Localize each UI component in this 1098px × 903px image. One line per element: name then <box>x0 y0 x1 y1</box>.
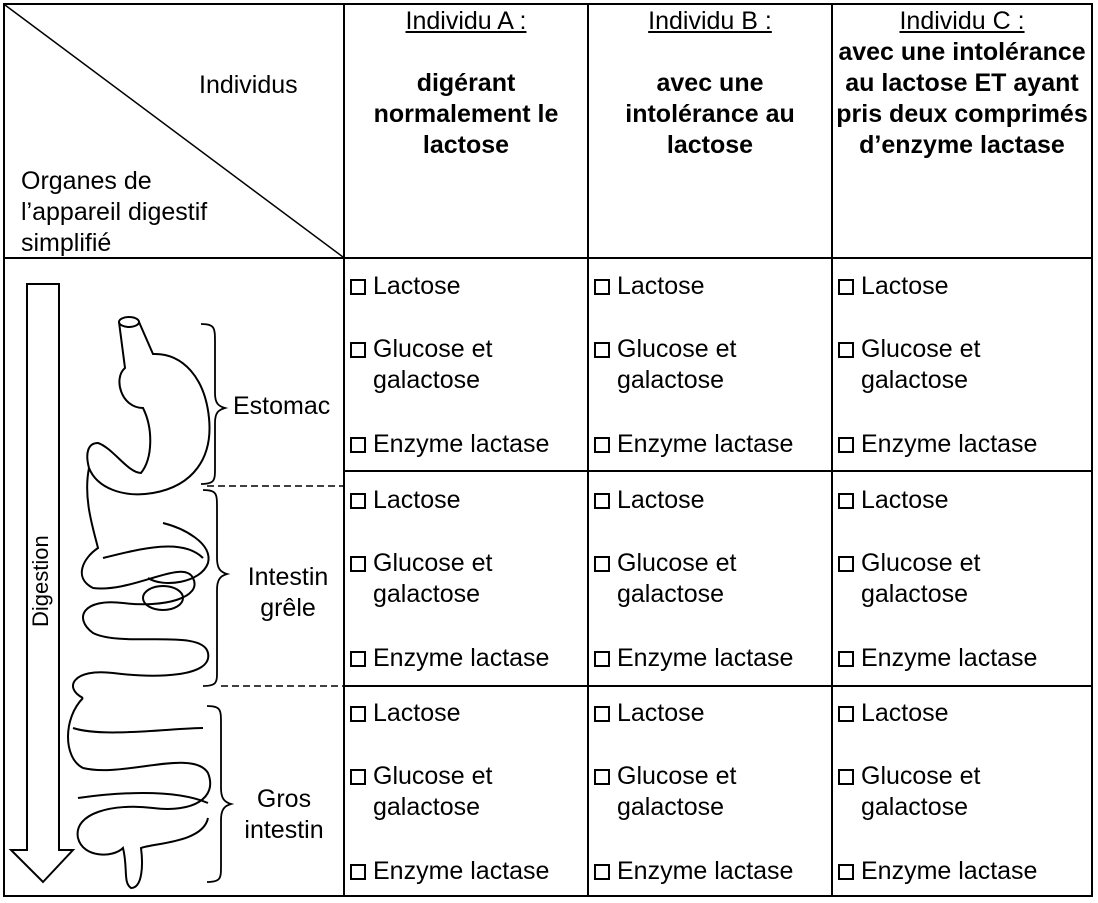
option-label-glucose-galactose: Glucose et galactose <box>861 762 981 821</box>
row-divider-1 <box>343 470 1093 472</box>
checkbox-enzyme-lactase[interactable] <box>350 651 366 667</box>
option-enzyme-lactase[interactable] <box>594 643 793 674</box>
option-label-lactose: Lactose <box>373 699 461 727</box>
option-enzyme-lactase[interactable] <box>350 856 549 887</box>
option-lactose[interactable] <box>838 698 949 729</box>
checkbox-glucose-galactose[interactable] <box>350 556 366 572</box>
option-enzyme-lactase[interactable] <box>594 429 793 460</box>
individu-c-description: avec une intolérance au lactose ET ayant pris deux comprimés d’enzyme lactase <box>836 38 1088 159</box>
option-glucose-galactose[interactable] <box>838 761 981 823</box>
checkbox-enzyme-lactase[interactable] <box>594 864 610 880</box>
individu-a-description: digérant normalement le lactose <box>373 69 559 159</box>
option-label-enzyme-lactase: Enzyme lactase <box>861 644 1038 672</box>
checkbox-enzyme-lactase[interactable] <box>838 864 854 880</box>
option-label-lactose: Lactose <box>373 486 461 514</box>
organ-label-estomac: Estomac <box>233 392 331 420</box>
checkbox-lactose[interactable] <box>350 706 366 722</box>
organ-label-gros-intestin: Gros intestin <box>244 785 324 844</box>
option-label-glucose-galactose: Glucose et galactose <box>373 762 493 821</box>
option-label-enzyme-lactase: Enzyme lactase <box>861 857 1038 885</box>
column-header-c <box>833 6 1091 161</box>
organ-label-intestin-grele: Intestin grêle <box>247 563 329 622</box>
checkbox-lactose[interactable] <box>594 493 610 509</box>
checkbox-lactose[interactable] <box>350 279 366 295</box>
option-glucose-galactose[interactable] <box>838 334 981 396</box>
individu-a-title: Individu A : <box>405 7 527 35</box>
brace-estomac-icon <box>201 324 225 484</box>
option-label-lactose: Lactose <box>617 486 705 514</box>
checkbox-glucose-galactose[interactable] <box>350 769 366 785</box>
option-lactose[interactable] <box>838 485 949 516</box>
checkbox-glucose-galactose[interactable] <box>838 769 854 785</box>
checkbox-enzyme-lactase[interactable] <box>594 437 610 453</box>
option-label-lactose: Lactose <box>861 486 949 514</box>
option-lactose[interactable] <box>350 271 461 302</box>
stomach-icon <box>87 317 209 494</box>
individu-c-title: Individu C : <box>899 7 1025 35</box>
option-enzyme-lactase[interactable] <box>838 429 1037 460</box>
option-label-enzyme-lactase: Enzyme lactase <box>373 430 550 458</box>
option-glucose-galactose[interactable] <box>594 548 737 610</box>
option-label-enzyme-lactase: Enzyme lactase <box>617 857 794 885</box>
checkbox-glucose-galactose[interactable] <box>594 342 610 358</box>
checkbox-lactose[interactable] <box>350 493 366 509</box>
option-label-lactose: Lactose <box>861 272 949 300</box>
digestion-label: Digestion <box>28 535 53 627</box>
option-enzyme-lactase[interactable] <box>838 856 1037 887</box>
table-border-right <box>1091 3 1093 897</box>
option-label-lactose: Lactose <box>617 699 705 727</box>
option-glucose-galactose[interactable] <box>594 334 737 396</box>
checkbox-glucose-galactose[interactable] <box>594 556 610 572</box>
corner-header-cell <box>3 3 343 257</box>
option-label-lactose: Lactose <box>373 272 461 300</box>
option-enzyme-lactase[interactable] <box>838 643 1037 674</box>
checkbox-enzyme-lactase[interactable] <box>838 651 854 667</box>
individus-label: Individus <box>199 71 298 99</box>
option-label-enzyme-lactase: Enzyme lactase <box>373 857 550 885</box>
brace-intestin-grele-icon <box>203 490 227 686</box>
option-label-glucose-galactose: Glucose et galactose <box>373 549 493 608</box>
checkbox-enzyme-lactase[interactable] <box>594 651 610 667</box>
option-lactose[interactable] <box>594 485 705 516</box>
option-lactose[interactable] <box>350 485 461 516</box>
row-divider-2 <box>343 685 1093 687</box>
small-intestine-icon <box>73 468 209 698</box>
option-label-enzyme-lactase: Enzyme lactase <box>617 644 794 672</box>
brace-gros-intestin-icon <box>207 706 231 882</box>
checkbox-lactose[interactable] <box>838 493 854 509</box>
column-header-b <box>589 6 831 161</box>
checkbox-lactose[interactable] <box>594 279 610 295</box>
checkbox-enzyme-lactase[interactable] <box>350 437 366 453</box>
checkbox-glucose-galactose[interactable] <box>838 342 854 358</box>
checkbox-glucose-galactose[interactable] <box>594 769 610 785</box>
column-header-a <box>345 6 587 161</box>
option-lactose[interactable] <box>350 698 461 729</box>
option-glucose-galactose[interactable] <box>350 548 493 610</box>
checkbox-lactose[interactable] <box>838 706 854 722</box>
option-label-glucose-galactose: Glucose et galactose <box>617 549 737 608</box>
option-label-glucose-galactose: Glucose et galactose <box>617 762 737 821</box>
checkbox-lactose[interactable] <box>594 706 610 722</box>
option-label-glucose-galactose: Glucose et galactose <box>617 335 737 394</box>
option-glucose-galactose[interactable] <box>838 548 981 610</box>
option-label-glucose-galactose: Glucose et galactose <box>861 549 981 608</box>
option-label-enzyme-lactase: Enzyme lactase <box>373 644 550 672</box>
option-enzyme-lactase[interactable] <box>350 643 549 674</box>
option-label-lactose: Lactose <box>617 272 705 300</box>
option-lactose[interactable] <box>594 698 705 729</box>
option-glucose-galactose[interactable] <box>350 334 493 396</box>
option-glucose-galactose[interactable] <box>594 761 737 823</box>
checkbox-glucose-galactose[interactable] <box>350 342 366 358</box>
organes-label: Organes de l’appareil digestif simplifié <box>21 167 208 257</box>
option-lactose[interactable] <box>594 271 705 302</box>
individu-b-title: Individu B : <box>648 7 772 35</box>
option-enzyme-lactase[interactable] <box>594 856 793 887</box>
option-label-lactose: Lactose <box>861 699 949 727</box>
option-label-glucose-galactose: Glucose et galactose <box>861 335 981 394</box>
checkbox-enzyme-lactase[interactable] <box>838 437 854 453</box>
large-intestine-icon <box>68 698 210 888</box>
option-glucose-galactose[interactable] <box>350 761 493 823</box>
option-label-glucose-galactose: Glucose et galactose <box>373 335 493 394</box>
individu-b-description: avec une intolérance au lactose <box>625 69 795 159</box>
option-label-enzyme-lactase: Enzyme lactase <box>861 430 1038 458</box>
option-enzyme-lactase[interactable] <box>350 429 549 460</box>
option-lactose[interactable] <box>838 271 949 302</box>
checkbox-glucose-galactose[interactable] <box>838 556 854 572</box>
option-label-enzyme-lactase: Enzyme lactase <box>617 430 794 458</box>
checkbox-enzyme-lactase[interactable] <box>350 864 366 880</box>
checkbox-lactose[interactable] <box>838 279 854 295</box>
